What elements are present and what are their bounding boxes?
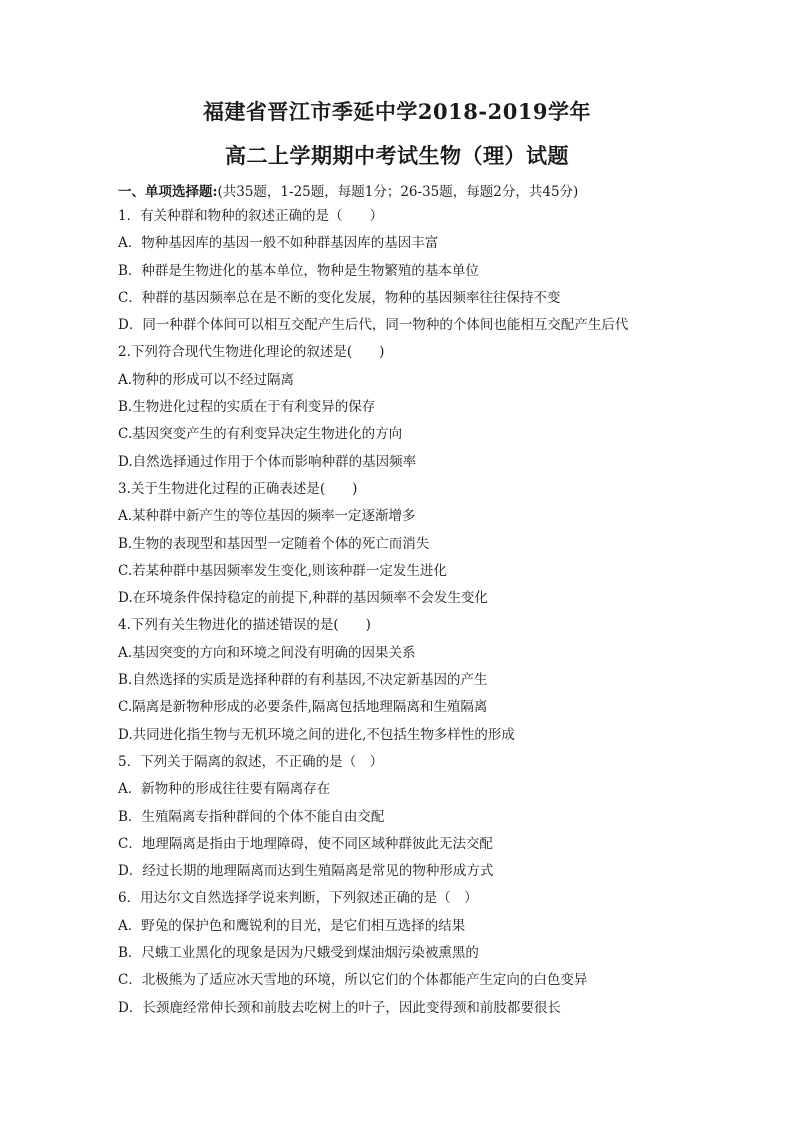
option-d: D．经过长期的地理隔离而达到生殖隔离是常见的物种形成方式: [118, 863, 494, 880]
option-a: A.基因突变的方向和环境之间没有明确的因果关系: [118, 644, 416, 661]
option-c: C．种群的基因频率总在是不断的变化发展，物种的基因频率往往保持不变: [118, 289, 561, 306]
question-2: [118, 339, 758, 475]
option-d: D．同一种群个体间可以相互交配产生后代，同一物种的个体间也能相互交配产生后代: [118, 317, 629, 334]
section-scoring-note: (共35题，1-25题，每题1分；26-35题，每题2分，共45分): [217, 184, 579, 200]
option-a: A．野兔的保护色和鹰锐利的目光，是它们相互选择的结果: [118, 917, 466, 934]
option-b: B．尺蛾工业黑化的现象是因为尺蛾受到煤油烟污染被熏黑的: [118, 945, 479, 962]
question-stem: 6．用达尔文自然选择学说来判断，下列叙述正确的是（ ）: [118, 890, 478, 907]
section-heading: [118, 180, 578, 200]
question-stem: 2.下列符合现代生物进化理论的叙述是( ): [118, 344, 385, 361]
option-b: B．种群是生物进化的基本单位，物种是生物繁殖的基本单位: [118, 262, 479, 279]
question-4: [118, 612, 758, 748]
exam-title-line2: 高二上学期期中考试生物（理）试题: [225, 143, 569, 168]
question-6: [118, 885, 758, 1021]
option-c: C.隔离是新物种形成的必要条件,隔离包括地理隔离和生殖隔离: [118, 699, 488, 716]
question-5: [118, 749, 758, 885]
section-heading-label: 一、单项选择题:: [118, 184, 218, 200]
question-list: [118, 203, 758, 1022]
exam-title-line1: 福建省晋江市季延中学2018-2019学年: [202, 99, 592, 124]
question-stem: 4.下列有关生物进化的描述错误的是( ): [118, 617, 371, 634]
option-d: D.自然选择通过作用于个体而影响种群的基因频率: [118, 453, 417, 470]
option-c: C.基因突变产生的有利变异决定生物进化的方向: [118, 426, 403, 443]
question-stem: 1．有关种群和物种的叙述正确的是（ ）: [118, 208, 384, 224]
question-1: [118, 203, 758, 339]
option-a: A.某种群中新产生的等位基因的频率一定逐渐增多: [118, 508, 416, 525]
option-b: B.生物进化过程的实质在于有利变异的保存: [118, 399, 376, 416]
option-b: B．生殖隔离专指种群间的个体不能自由交配: [118, 808, 385, 825]
option-c: C．地理隔离是指由于地理障碍，使不同区域种群彼此无法交配: [118, 835, 493, 852]
option-b: B.自然选择的实质是选择种群的有利基因,不决定新基因的产生: [118, 672, 488, 689]
option-a: A．新物种的形成往往要有隔离存在: [118, 781, 331, 798]
question-3: [118, 476, 758, 612]
question-stem: 3.关于生物进化过程的正确表述是( ): [118, 480, 358, 497]
option-a: A．物种基因库的基因一般不如种群基因库的基因丰富: [118, 235, 439, 252]
option-b: B.生物的表现型和基因型一定随着个体的死亡而消失: [118, 535, 430, 552]
option-d: D.共同进化指生物与无机环境之间的进化,不包括生物多样性的形成: [118, 726, 515, 743]
option-c: C.若某种群中基因频率发生变化,则该种群一定发生进化: [118, 562, 447, 579]
option-d: D.在环境条件保持稳定的前提下,种群的基因频率不会发生变化: [118, 590, 488, 607]
question-stem: 5．下列关于隔离的叙述，不正确的是（ ）: [118, 753, 384, 770]
option-c: C．北极熊为了适应冰天雪地的环境，所以它们的个体都能产生定向的白色变异: [118, 972, 588, 989]
option-a: A.物种的形成可以不经过隔离: [118, 371, 295, 388]
option-d: D．长颈鹿经常伸长颈和前肢去吃树上的叶子，因此变得颈和前肢都要很长: [118, 999, 561, 1016]
